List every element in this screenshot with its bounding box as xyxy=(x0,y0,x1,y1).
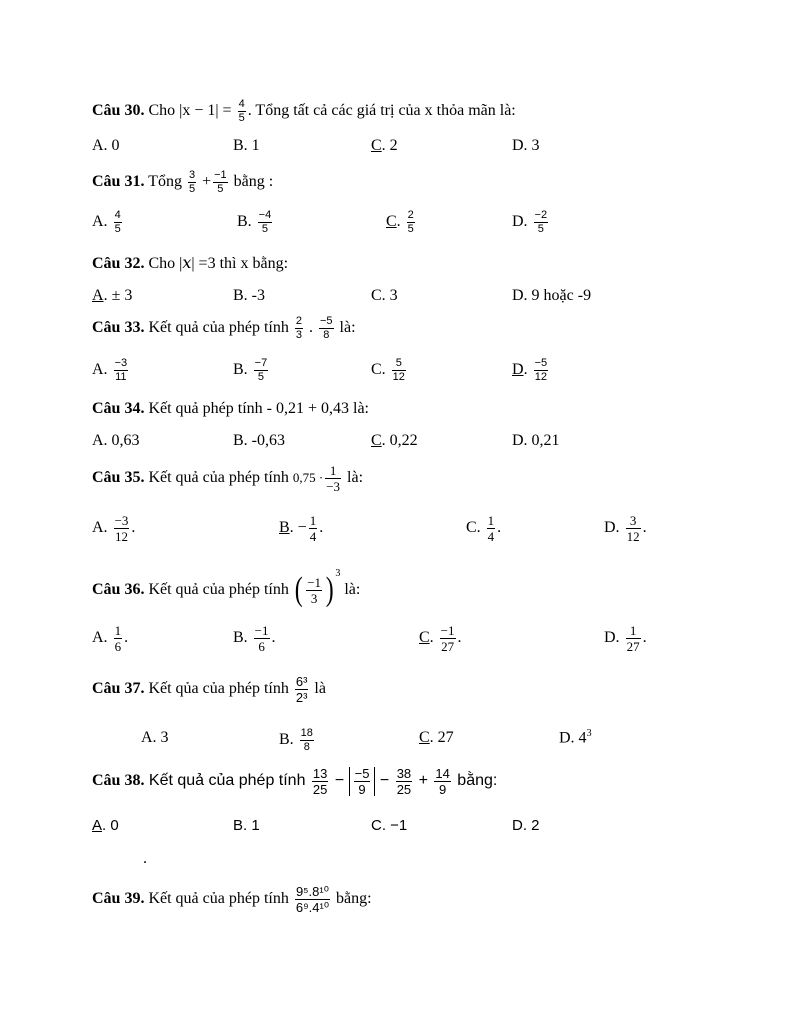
option-d[interactable]: D. $4^3$ xyxy=(559,728,592,747)
option-a[interactable]: A. $\frac{4}{5}$ xyxy=(92,209,121,235)
operator: − xyxy=(330,772,349,790)
option-c[interactable]: C. −1 xyxy=(371,817,408,834)
option-b[interactable]: B. 1 xyxy=(233,817,260,834)
question-39 xyxy=(92,885,372,914)
question-36 xyxy=(92,568,360,607)
question-label: Câu 38. xyxy=(92,772,145,790)
question-30 xyxy=(92,99,516,124)
option-b[interactable]: B. -0,63 xyxy=(233,432,285,449)
question-text: là xyxy=(310,680,326,698)
question-label: Câu 34. xyxy=(92,400,145,417)
option-c[interactable]: C. $\frac{1}{4}$ . xyxy=(466,513,502,544)
question-text: Kết quả của phép tính xyxy=(144,581,293,598)
question-text: . xyxy=(304,319,317,337)
question-label: Câu 36. xyxy=(92,581,145,598)
option-d[interactable]: D. 9 hoặc -9 xyxy=(512,287,592,304)
option-d[interactable]: D. $\frac{3}{12}$ . xyxy=(604,513,647,544)
fraction: $\frac{-1}{5}$ xyxy=(214,169,227,195)
fraction: $\frac{14}{9}$ xyxy=(435,766,450,797)
question-label: Câu 37. xyxy=(92,680,145,698)
option-c[interactable]: C. 3 xyxy=(371,287,398,304)
left-paren: ( xyxy=(294,571,303,609)
question-text: Cho |𝑥| =3 thì x bằng: xyxy=(144,255,289,272)
option-d[interactable]: D. 0,21 xyxy=(512,432,560,449)
fraction: $\frac{1}{-3}$ xyxy=(326,463,341,494)
option-a[interactable]: A. 0 xyxy=(92,137,120,154)
fraction: $\frac{38}{25}$ xyxy=(396,766,412,797)
question-text: + xyxy=(198,173,212,191)
option-b[interactable]: B. $\frac{18}{8}$ xyxy=(279,727,313,753)
option-c[interactable]: C. $\frac{2}{5}$ xyxy=(386,209,414,235)
option-c[interactable]: C. 2 xyxy=(371,137,398,154)
question-text: bằng: xyxy=(332,890,372,908)
question-text: là: xyxy=(335,319,356,337)
fraction: $\frac{\text{9⁵.8¹⁰}}{\text{6⁹.4¹⁰}}$ xyxy=(295,884,330,915)
operator: − xyxy=(375,772,394,790)
question-label: Câu 30. xyxy=(92,102,145,120)
fraction: $\frac{-1}{3}$ xyxy=(307,574,322,606)
option-c[interactable]: C. $\frac{-1}{27}$ . xyxy=(419,623,462,654)
question-37 xyxy=(92,675,326,704)
option-b[interactable]: B. -3 xyxy=(233,287,265,304)
expression: 0,75 · xyxy=(292,470,324,486)
option-b[interactable]: B. $\frac{-1}{6}$ . xyxy=(233,623,276,654)
option-b[interactable]: B. $\frac{-7}{5}$ xyxy=(233,357,268,383)
question-label: Câu 31. xyxy=(92,173,145,191)
question-text: Tổng xyxy=(144,173,186,191)
question-text: là: xyxy=(340,581,361,598)
option-a[interactable]: A. $\frac{1}{6}$ . xyxy=(92,623,129,654)
option-a[interactable]: A. 3 xyxy=(141,729,169,746)
absolute-value: $\frac{-5}{9}$ xyxy=(349,767,376,796)
option-a[interactable]: A. $\frac{-3}{11}$ xyxy=(92,357,128,383)
question-text: bằng : xyxy=(229,173,274,191)
option-c[interactable]: C. $\frac{5}{12}$ xyxy=(371,357,405,383)
question-text: Cho |x − 1| = xyxy=(144,102,236,120)
fraction: $\frac{2}{3}$ xyxy=(295,315,302,341)
question-38 xyxy=(92,767,497,796)
question-31 xyxy=(92,170,273,195)
question-label: Câu 35. xyxy=(92,469,145,487)
option-b[interactable]: B. 1 xyxy=(233,137,260,154)
operator: + xyxy=(414,772,433,790)
option-d[interactable]: D. $\frac{1}{27}$ . xyxy=(604,623,647,654)
question-label: Câu 39. xyxy=(92,890,145,908)
question-text: Kết quả phép tính - 0,21 + 0,43 là: xyxy=(144,400,369,417)
fraction: $\frac{-5}{8}$ xyxy=(319,315,333,341)
question-34 xyxy=(92,399,369,418)
option-d[interactable]: D. $\frac{-2}{5}$ xyxy=(512,209,548,235)
question-label: Câu 32. xyxy=(92,255,145,272)
fraction: $\frac{13}{25}$ xyxy=(312,766,328,797)
option-d[interactable]: D. 3 xyxy=(512,137,540,154)
option-b[interactable]: B. − $\frac{1}{4}$ . xyxy=(279,513,324,544)
right-paren: ) xyxy=(325,571,334,609)
question-label: Câu 33. xyxy=(92,319,145,337)
option-d[interactable]: D. 2 xyxy=(512,817,540,834)
fraction: $\frac{\text{6³}}{\text{2³}}$ xyxy=(295,674,308,705)
question-text: bằng: xyxy=(452,772,498,790)
option-a[interactable]: A. 0 xyxy=(92,817,119,834)
question-text: . Tổng tất cả các giá trị của x thỏa mãn là: xyxy=(247,102,516,120)
stray-dot: . xyxy=(143,850,147,867)
fraction: $\frac{3}{5}$ xyxy=(188,169,196,195)
question-text: Kết quả của phép tính xyxy=(144,890,293,908)
option-b[interactable]: B. $\frac{-4}{5}$ xyxy=(237,209,272,235)
option-c[interactable]: C. 27 xyxy=(419,729,454,746)
question-text: Kết quả của phép tính xyxy=(144,469,293,487)
question-32 xyxy=(92,254,288,273)
exponent: 3 xyxy=(335,568,341,579)
question-33 xyxy=(92,316,356,341)
question-text: Kết quả của phép tính xyxy=(144,772,310,790)
option-a[interactable]: A. ± 3 xyxy=(92,287,133,304)
fraction: $\frac{4}{5}$ xyxy=(238,98,245,124)
option-a[interactable]: A. 0,63 xyxy=(92,432,140,449)
option-c[interactable]: C. 0,22 xyxy=(371,432,418,449)
option-d[interactable]: D. $\frac{-5}{12}$ xyxy=(512,357,548,383)
question-text: là: xyxy=(343,469,364,487)
question-text: Kết qủa của phép tính xyxy=(144,680,293,698)
question-35 xyxy=(92,464,363,493)
option-a[interactable]: A. $\frac{-3}{12}$ . xyxy=(92,513,136,544)
question-text: Kết quả của phép tính xyxy=(144,319,293,337)
